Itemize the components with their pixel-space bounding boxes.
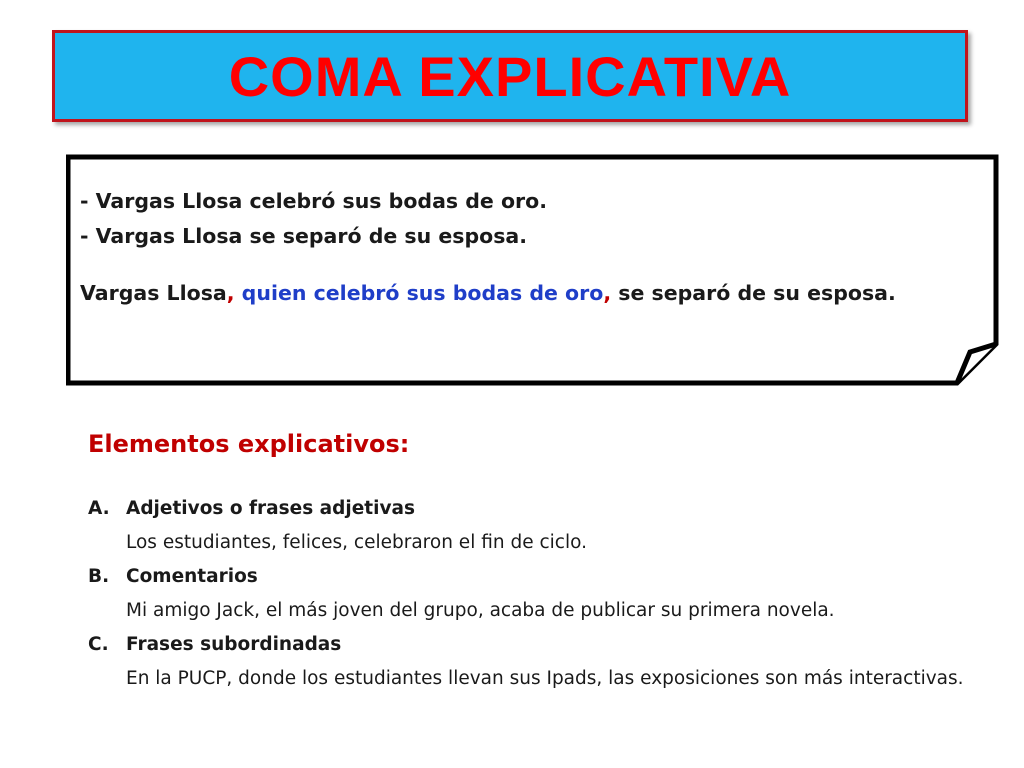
combined-sentence <box>80 276 980 311</box>
combined-part1: Vargas Llosa <box>80 281 227 305</box>
item-example: En la PUCP, donde los estudiantes llevan sus Ipads, las exposiciones son más interactivas. <box>126 668 964 689</box>
example-note-box <box>66 154 1000 388</box>
note-text <box>80 184 980 311</box>
list-marker: A. <box>88 498 110 519</box>
item-heading: Comentarios <box>126 566 258 587</box>
explicative-comma-1: , <box>226 281 235 305</box>
list-item <box>88 560 1008 628</box>
combined-part2: se separó de su esposa. <box>611 281 896 305</box>
elements-section <box>88 424 1008 696</box>
item-heading: Frases subordinadas <box>126 634 342 655</box>
explicative-clause: quien celebró sus bodas de oro <box>234 281 604 305</box>
title-banner <box>52 30 968 122</box>
slide-title: COMA EXPLICATIVA <box>228 44 792 108</box>
sentence-1: - Vargas Llosa celebró sus bodas de oro. <box>80 189 548 213</box>
elements-list <box>88 492 1008 696</box>
list-marker: B. <box>88 566 110 587</box>
item-example: Mi amigo Jack, el más joven del grupo, acaba de publicar su primera novela. <box>126 600 835 621</box>
list-item <box>88 492 1008 560</box>
sentence-2: - Vargas Llosa se separó de su esposa. <box>80 224 528 248</box>
elements-heading: Elementos explicativos: <box>88 430 410 458</box>
item-heading: Adjetivos o frases adjetivas <box>126 498 416 519</box>
explicative-comma-2: , <box>603 281 612 305</box>
item-example: Los estudiantes, felices, celebraron el fin de ciclo. <box>126 532 587 553</box>
list-item <box>88 628 1008 696</box>
list-marker: C. <box>88 634 109 655</box>
